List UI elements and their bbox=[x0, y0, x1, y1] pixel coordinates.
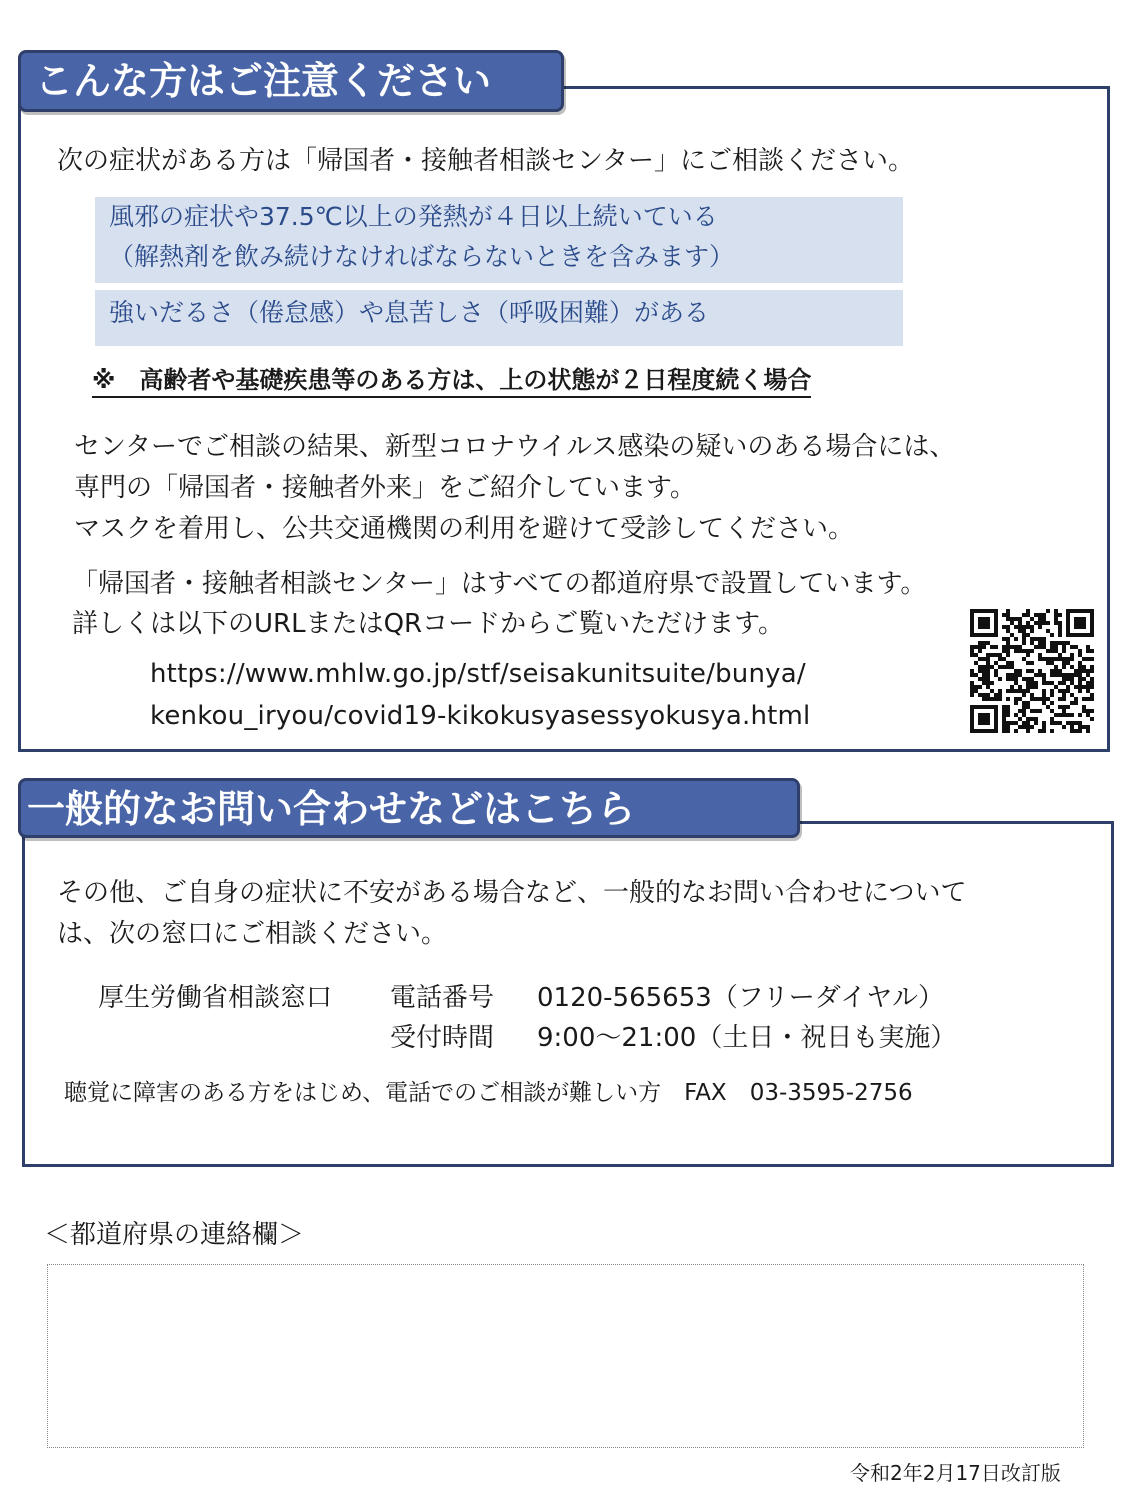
office-name: 厚生労働省相談窓口 bbox=[98, 983, 333, 1013]
symptom-fatigue-line1: 強いだるさ（倦怠感）や息苦しさ（呼吸困難）がある bbox=[109, 298, 710, 327]
symptom-fatigue bbox=[95, 290, 903, 346]
info-text-2: 詳しくは以下のURLまたはQRコードからご覧いただけます。 bbox=[72, 609, 785, 639]
center-text-1: センターでご相談の結果、新型コロナウイルス感染の疑いのある場合には、 bbox=[74, 432, 956, 462]
hours-label: 受付時間 bbox=[390, 1023, 495, 1053]
phone-label: 電話番号 bbox=[390, 983, 495, 1013]
caution-intro: 次の症状がある方は「帰国者・接触者相談センター」にご相談ください。 bbox=[57, 146, 914, 176]
inquiry-intro-1: その他、ご自身の症状に不安がある場合など、一般的なお問い合わせについて bbox=[57, 878, 967, 908]
caution-heading: こんな方はご注意ください bbox=[18, 50, 564, 112]
inquiry-intro-2: は、次の窓口にご相談ください。 bbox=[57, 919, 448, 949]
symptom-fever-line2: （解熱剤を飲み続けなければならないときを含みます） bbox=[109, 242, 735, 271]
inquiry-heading: 一般的なお問い合わせなどはこちら bbox=[18, 778, 800, 838]
center-text-3: マスクを着用し、公共交通機関の利用を避けて受診してください。 bbox=[74, 514, 855, 544]
url-line-1[interactable]: https://www.mhlw.go.jp/stf/seisakunitsuite/bunya/ bbox=[150, 659, 806, 689]
elderly-note: ※ 高齢者や基礎疾患等のある方は、上の状態が２日程度続く場合 bbox=[92, 364, 811, 398]
url-line-2[interactable]: kenkou_iryou/covid19-kikokusyasessyokusya.html bbox=[150, 701, 811, 731]
prefecture-contact-label: ＜都道府県の連絡欄＞ bbox=[44, 1220, 305, 1250]
qr-code-icon[interactable] bbox=[970, 609, 1094, 733]
info-text-1: 「帰国者・接触者相談センター」はすべての都道府県で設置しています。 bbox=[72, 569, 927, 599]
caution-section bbox=[18, 86, 1110, 752]
hours-value: 9:00～21:00（土日・祝日も実施） bbox=[537, 1023, 957, 1053]
phone-value: 0120-565653（フリーダイヤル） bbox=[537, 983, 944, 1013]
symptom-fever bbox=[95, 197, 903, 283]
revision-date: 令和2年2月17日改訂版 bbox=[850, 1461, 1061, 1485]
center-text-2: 専門の「帰国者・接触者外来」をご紹介しています。 bbox=[74, 473, 696, 503]
symptom-fever-line1: 風邪の症状や37.5℃以上の発熱が４日以上続いている bbox=[109, 202, 718, 231]
prefecture-contact-area bbox=[47, 1264, 1084, 1448]
fax-text: 聴覚に障害のある方をはじめ、電話でのご相談が難しい方 FAX 03-3595-2756 bbox=[64, 1080, 913, 1106]
